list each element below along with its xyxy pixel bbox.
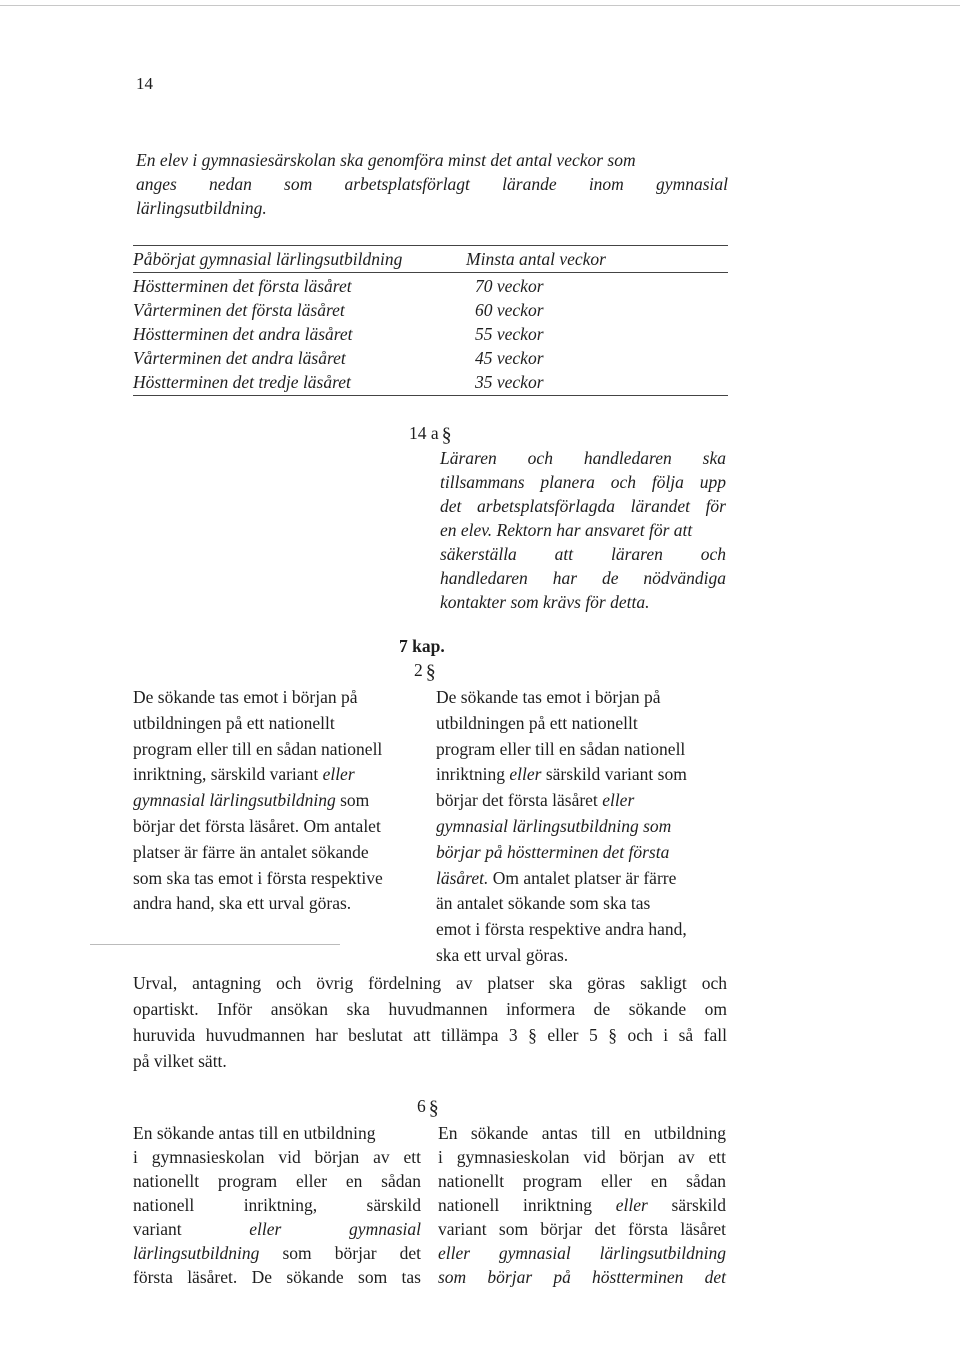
text-line: huruvida huvudmannen har beslutat att tillämpa 3 § eller 5 § och i så fall [133, 1025, 727, 1045]
text-line: en elev. Rektorn har ansvaret för att [440, 520, 693, 540]
text-line: ska ett urval göras. [436, 944, 569, 965]
table-cell-weeks: 35 veckor [475, 372, 544, 392]
table-cell-weeks: 45 veckor [475, 348, 544, 368]
text-run: särskild variant som [541, 764, 687, 785]
top-rule [0, 5, 960, 6]
italic-text: eller [249, 1219, 282, 1239]
table-cell-term: Höstterminen det första läsåret [133, 276, 352, 296]
text-line: De sökande tas emot i början på [436, 687, 661, 707]
section-number: 6 [417, 1096, 426, 1116]
text-line: börjar på höstterminen det första [436, 841, 670, 862]
text-line: En sökande antas till en utbildning [133, 1123, 376, 1143]
section-14a-heading [409, 423, 452, 445]
table-cell-weeks: 60 veckor [475, 300, 544, 320]
text-line: nationell inriktning, särskild [133, 1195, 421, 1215]
text-line [436, 762, 726, 788]
text-line: tillsammans planera och följa upp [440, 472, 726, 492]
text-line: handledaren har de nödvändiga [440, 568, 726, 588]
text-line: på vilket sätt. [133, 1051, 227, 1071]
text-line: variant som börjar det första läsåret [438, 1219, 726, 1239]
table-cell-term: Vårterminen det andra läsåret [133, 348, 346, 368]
text-line [133, 1241, 421, 1265]
text-line: nationellt program eller en sådan [133, 1171, 421, 1191]
text-run: börjar det första läsåret [436, 790, 603, 811]
text-line [438, 1193, 726, 1217]
text-line: som ska tas emot i första respektive [133, 867, 383, 888]
table-row [475, 274, 544, 394]
selection-paragraph [133, 970, 727, 1074]
section-2-current-text [133, 685, 421, 917]
text-run: som börjar det [282, 1243, 422, 1263]
intro-paragraph [136, 148, 728, 220]
text-line: eller gymnasial lärlingsutbildning [438, 1243, 726, 1263]
table-cell-term: Vårterminen det första läsåret [133, 300, 345, 320]
text-line: säkerställa att läraren och [440, 544, 726, 564]
section-2-proposed-text [436, 685, 726, 969]
table-header-weeks: Minsta antal veckor [466, 249, 606, 269]
section-number: 14 a [409, 423, 439, 443]
italic-text: eller [602, 790, 635, 811]
text-run: nationell inriktning [438, 1195, 616, 1215]
text-line: i gymnasieskolan vid början av ett [438, 1147, 726, 1167]
section-symbol: § [441, 424, 452, 446]
italic-text: eller [509, 764, 542, 785]
text-line: program eller till en sådan nationell [133, 738, 383, 759]
text-line: nationellt program eller en sådan [438, 1171, 726, 1191]
italic-text: eller [322, 764, 355, 785]
section-6-heading [417, 1096, 439, 1118]
text-line [436, 788, 726, 814]
text-run: Om antalet platser är färre [488, 867, 677, 888]
section-2-heading [414, 660, 436, 682]
table-cell-weeks: 70 veckor [475, 276, 544, 296]
section-number: 2 [414, 660, 423, 680]
table-cell-weeks: 55 veckor [475, 324, 544, 344]
text-line [133, 762, 421, 788]
text-line: som börjar på höstterminen det [438, 1267, 726, 1287]
text-line: utbildningen på ett nationellt [436, 712, 638, 733]
text-line: Urval, antagning och övrig fördelning av platser ska göras sakligt och [133, 973, 727, 993]
text-run: inriktning [436, 764, 510, 785]
text-line: första läsåret. De sökande som tas [133, 1267, 421, 1287]
text-line: emot i första respektive andra hand, [436, 919, 687, 940]
text-line: i gymnasieskolan vid början av ett [133, 1147, 421, 1167]
text-line: De sökande tas emot i början på [133, 687, 358, 707]
section-symbol: § [425, 661, 436, 683]
table-bottom-rule [133, 395, 728, 396]
page-number: 14 [136, 74, 153, 93]
chapter-heading: 7 kap. [399, 636, 445, 656]
italic-text: läsåret. [436, 867, 489, 888]
section-6-current-text [133, 1121, 421, 1289]
intro-line: anges nedan som arbetsplatsförlagt lärande inom gymnasial [136, 174, 728, 194]
italic-text: gymnasial [349, 1219, 421, 1239]
section-6-proposed-text [438, 1121, 726, 1289]
section-14a-text [440, 446, 726, 614]
text-line: andra hand, ska ett urval göras. [133, 893, 352, 914]
text-line: gymnasial lärlingsutbildning som [436, 815, 672, 836]
text-line: utbildningen på ett nationellt [133, 712, 335, 733]
text-line: börjar det första läsåret. Om antalet [133, 815, 381, 836]
italic-text: gymnasial lärlingsutbildning [133, 790, 336, 811]
text-line [133, 1217, 421, 1241]
italic-text: lärlingsutbildning [133, 1243, 260, 1263]
table-header-term: Påbörjat gymnasial lärlingsutbildning [133, 249, 403, 269]
text-run: variant [133, 1219, 250, 1239]
text-line: opartiskt. Inför ansökan ska huvudmannen informera de sökande om [133, 999, 727, 1019]
table-cell-term: Höstterminen det tredje läsåret [133, 372, 351, 392]
table-header-rule [133, 272, 728, 273]
text-line: program eller till en sådan nationell [436, 738, 686, 759]
intro-line: lärlingsutbildning. [136, 198, 267, 218]
text-line: än antalet sökande som ska tas [436, 893, 651, 914]
text-line: platser är färre än antalet sökande [133, 841, 369, 862]
text-run: som [335, 790, 370, 811]
text-line: Läraren och handledaren ska [440, 448, 726, 468]
section-symbol: § [428, 1097, 439, 1119]
text-line: En sökande antas till en utbildning [438, 1123, 726, 1143]
text-run: särskild [671, 1195, 726, 1215]
separator-rule [90, 944, 340, 945]
text-run: inriktning, särskild variant [133, 764, 323, 785]
table-top-rule [133, 245, 728, 246]
text-line: det arbetsplatsförlagda lärandet för [440, 496, 726, 516]
intro-line: En elev i gymnasiesärskolan ska genomföra minst det antal veckor som [136, 150, 636, 170]
text-line: kontakter som krävs för detta. [440, 592, 650, 612]
table-cell-term: Höstterminen det andra läsåret [133, 324, 353, 344]
table-row [133, 274, 353, 394]
text-line [436, 866, 726, 892]
text-line [133, 788, 421, 814]
italic-text: eller [615, 1195, 648, 1215]
